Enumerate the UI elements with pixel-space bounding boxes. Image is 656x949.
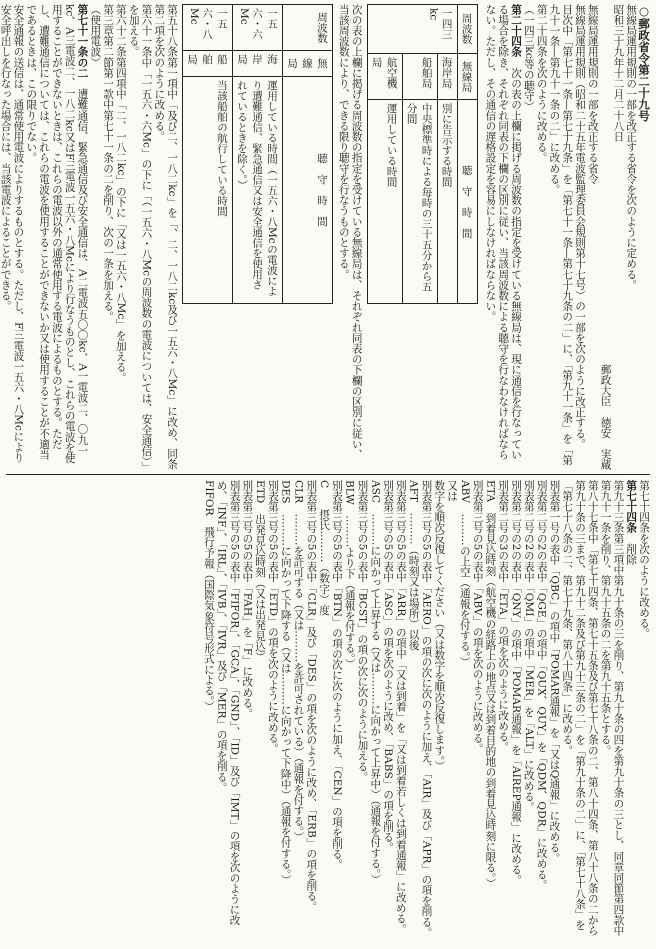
table2-cell: 当該船舶の航行している時間 xyxy=(183,76,233,303)
abv-note-2: 数字を順次反復してください（又は数字を順次反復します。） xyxy=(433,480,446,772)
art-61: 第六十一条中「一五六・六Mc」の下に「（一五六・八Mcの周波数の電波については、安全通信）」を加える。 xyxy=(127,4,153,467)
art24-caption: （一四三kc等の聴守） xyxy=(522,4,535,112)
art93: 第九十三条第三項中第九十条の三を削り、第九十条の四を第九十条の三とし、同章同節第四款中第九十一条を削り、第九十五条の二を第九十五条とする。 xyxy=(599,480,625,936)
fifor-row: FIFOR 飛行予報（国際気象符号形式による。） xyxy=(202,480,215,712)
blw-row: BLW ………より下（通報を付する。） xyxy=(343,480,356,670)
abv-note: 又は xyxy=(446,480,459,502)
aft-row: AFT ………（時刻又は場所）以後 xyxy=(407,480,420,651)
last: 別表第三号の5の表中「FIFOR」、「GCA」、「GND」、「ID」及び「IMT」の項を次のように改め、「INF」、「IRL」、「IVB」、「IVR」及び「MER」の項を削る。 xyxy=(215,480,241,926)
eta-row: ETA 到着見込時刻（航空機の経路上の地点又は到着目的地の到着見込時刻に限る。） xyxy=(484,480,497,889)
para2-block xyxy=(337,4,363,470)
art24-title: 第二十四条 xyxy=(510,4,523,57)
table1-cell: 航空機局 xyxy=(367,53,402,100)
sec-3: 第三章第二節第一款中第七十一条の二を削り、次の一条を加える。 xyxy=(102,4,115,322)
aero: 別表第三号の5の表中「AERO」の項の次に次のように加え、「AIR」及び「APR」の項を削る。 xyxy=(420,480,433,938)
art74-intro: 第七十四条を次のように改める。 xyxy=(638,480,650,639)
table2-header-station: 無線局 xyxy=(283,51,333,76)
bottom-flow xyxy=(6,480,650,944)
table1-header-station: 無線局 xyxy=(457,53,477,100)
clr: 別表第三号の5の表中「CLR」及び「DES」の項を次のように改め、「ERB」の項を削る。 xyxy=(305,480,318,912)
ordinance-intro: 無線局運用規則の一部を改正する省令を次のように定める。 xyxy=(625,4,638,291)
art71-p2: 安全通報の送信は、通常使用電波によりするものとする。ただし、F三電波一五六・八Mcにより安全呼出しを行なった場合には、当該電波によることができる。 xyxy=(0,4,25,463)
table1-cell: 運用している時間 xyxy=(367,100,402,304)
table2-cell: 船舶局 xyxy=(183,51,233,76)
table2-header-freq: 周波数 xyxy=(283,5,333,51)
table2-cell: 運用している時間（一五六・八Mcの電波により遭難通信、緊急通信又は安全通信を使用されているときを除く。） xyxy=(233,76,283,303)
table2-cell: 一五六・六Mc xyxy=(233,5,283,51)
art24-body: 次の表の上欄に掲げる周波数の指定を受けている無線局は、現に通信を行なっている場合を除き、それぞれ同表の下欄の区別に従い、当該周波数による聴守を行なわなければならない。ただし、その通信の遅格設定を容易にしなければならない。 xyxy=(484,4,523,460)
asc-row: ASC ………に向かって上昇する（又は………に向かって上昇中）（通報を付する。） xyxy=(369,480,382,885)
bottom-text-block xyxy=(6,480,650,944)
top-text-block-2 xyxy=(0,4,178,470)
table1-cell: 海岸局 xyxy=(437,53,457,100)
table-ref-row: 別表第二号の2の表中「QNY」の項中「POMAR通報」を「AIREP通報」に改める。 xyxy=(510,480,523,886)
bcst: 別表第三号の5の表中「BCST」の項の次に次のように加える。 xyxy=(356,480,369,783)
fah: 別表第三号の5の表中「FAH」を「F」に改める。 xyxy=(241,480,254,719)
top-text-block xyxy=(482,4,650,470)
btn: 別表第三号の5の表中「BTN」の項の次に次のように加え、「CEN」の項を削る。 xyxy=(330,480,343,870)
art-list: 第八十七条中「第七十四条、第七十五条及び第七十八条の二、第八十四条、第八十八条の二から第九十条の三まで、第九十二条及び第九十三条の二」を「第九十条の二」に、「第七十八条」を「第七十八条の二、第七十九条、第八十四条」に改める。 xyxy=(561,480,599,936)
table2-header-time: 聴 守 時 間 xyxy=(283,76,333,303)
amend-58: 第五十八条第一項中「及び二、一八二kc」を「、二、一八二kc及び一五六・八Mc」に改め、同条第二項を次のように改める。 xyxy=(153,4,179,470)
etd: 別表第三号の5の表中「ETD」の項を次のように改める。 xyxy=(266,480,279,754)
table-2 xyxy=(182,4,333,304)
table2-cell: 一五六・八Mc xyxy=(183,5,233,51)
art74-body: 削除 xyxy=(625,543,638,565)
table-ref-row: 別表第二号の2の表中「QMI」の項中「MER」を「ALT」に改める。 xyxy=(522,480,535,813)
art71-title: 第七十一条の二 xyxy=(76,4,89,79)
table1-cell: 一四三kc xyxy=(367,5,457,54)
table1-cell: 別に告示する時間 xyxy=(437,100,457,304)
table1-header-time: 聴 守 時 間 xyxy=(457,100,477,304)
amendment-title: 無線局運用規則の一部を改正する省令 xyxy=(586,4,599,185)
amendment-body: 無線局運用規則（昭和二十五年電波監理委員会規則第十七号）の一部を次のように改正する。 xyxy=(574,4,587,450)
arr: 別表第三号の5の表中「ARR」の項中「又は到着」を「又は到着若しくは到着通報」に改める。 xyxy=(394,480,407,935)
table1-header-freq: 周波数 xyxy=(457,5,477,54)
table2-cell: 海岸局 xyxy=(233,51,283,76)
des-row: DES ………に向かって下降する（又は………に向かって下降中）（通報を付する。） xyxy=(279,480,292,886)
change-1: 目次中「第七十一条―第七十九条」を「第七十一条―第七十九条の二」に、「第九十一条」を「第九十一条―第九十一条の二」に改める。 xyxy=(548,4,574,466)
para2: 次の表の上欄に掲げる周波数の指定を受けている無線局は、それぞれ同表の下欄の区別に従い、当該周波数により、できる限り聴守を行なうものとする。 xyxy=(337,4,363,460)
art-62: 第六十二条第四項中「二、一八二kc」の下に「又は一五六・八Mc」を加える。 xyxy=(114,4,127,383)
art74-text xyxy=(624,480,637,944)
ordinance-title: ○郵政省令第二十九号 xyxy=(637,4,651,122)
art71-caption: （使用電波） xyxy=(89,4,102,68)
art71-body: 遭難通信、緊急通信及び安全通信は、A二電波五〇〇kc、A一電波二、〇九一kc、A三電波二、一八二kc又はF三電波一五六・八Mcにより行なうものとし、これらの電波を使用することができないときは、これらの電波以外の通常使用する電波によるものとする。ただし、遭難通信については、これらの電波を使用することができないか又は使用することが不適当であるときは、この限りでない。 xyxy=(25,4,89,464)
table-ref-1: 別表第一号の表中「QBC」の項中「POMAR通報」を「又はQ通報」に改める。 xyxy=(548,480,561,864)
art24-text xyxy=(484,4,522,470)
abv-row: ABV ………の上空（通報を付する。） xyxy=(458,480,471,668)
top-section xyxy=(0,4,651,470)
c-row: C 摂氏………（数字）度 xyxy=(318,480,331,616)
change-2: 第二十四条を次のように改める。 xyxy=(535,4,548,163)
table-ref-row: 別表第二号の2の表中「QGE」の項中「QUX、QUY」を「QDM、QDR」に改める。 xyxy=(535,480,548,891)
clr-row: CLR ………を許可する（又は………を許可されている）（通報を付する。） xyxy=(292,480,305,843)
section-divider xyxy=(6,474,650,475)
art71-text xyxy=(24,4,88,470)
asc: 別表第三号の5の表中「ASC」の項を次のように改め、「BABS」の項を削る。 xyxy=(382,480,395,853)
abv-title: 別表第三号の5の表中「ABV」の項を次のように改める。 xyxy=(471,480,484,754)
etd-row: ETD 出発見込時刻（又は出発見込） xyxy=(254,480,267,663)
table1-cell: 中央標準時による毎時の三十五分から五分間 xyxy=(402,100,437,304)
bottom-section xyxy=(6,480,650,944)
art74-title: 第七十四条 xyxy=(625,480,638,533)
table1-cell: 船舶局 xyxy=(402,53,437,100)
ordinance-date: 昭和三十九年十二月二十八日 xyxy=(612,4,625,142)
minister-signature: 郵政大臣 徳安 実蔵 xyxy=(599,364,612,470)
table-1 xyxy=(367,4,478,304)
top-flow xyxy=(0,4,651,470)
table-ref-row: 別表第二号の3の表中「ETA」の項を次のように改める。 xyxy=(497,480,510,753)
